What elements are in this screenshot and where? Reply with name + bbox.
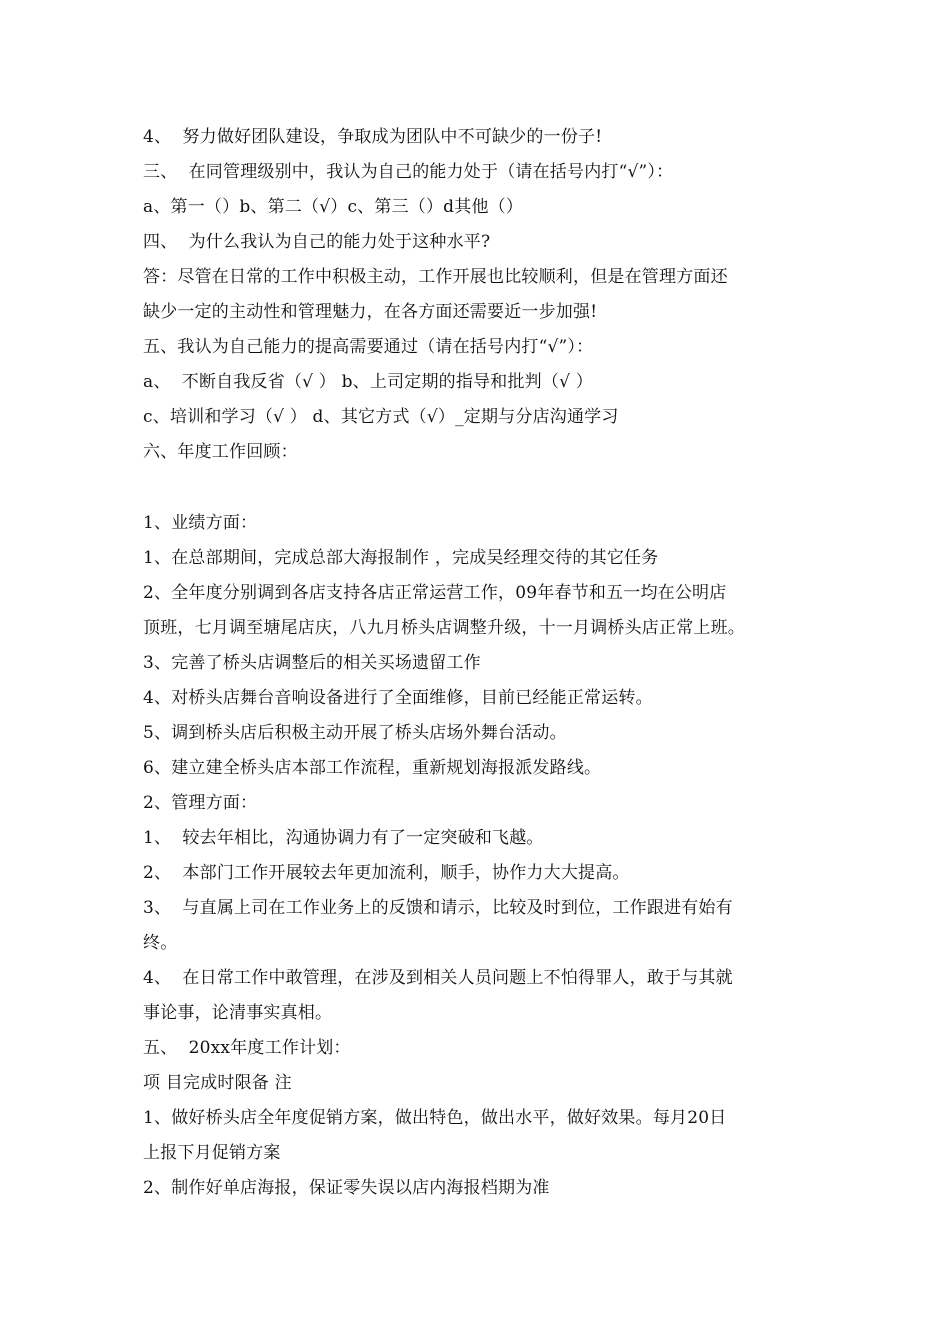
text-line: 终。 bbox=[143, 933, 178, 953]
text-line: a、 不断自我反省（√ ） b、上司定期的指导和批判（√ ） bbox=[143, 372, 593, 392]
subsection-heading: 2、管理方面： bbox=[143, 793, 258, 813]
text-line: 2、制作好单店海报，保证零失误以店内海报档期为准 bbox=[143, 1178, 550, 1198]
text-line: 5、调到桥头店后积极主动开展了桥头店场外舞台活动。 bbox=[143, 723, 567, 743]
text-line: a、第一（）b、第二（√）c、第三（）d其他（） bbox=[143, 197, 524, 217]
text-line: 2、 本部门工作开展较去年更加流利，顺手，协作力大大提高。 bbox=[143, 863, 630, 883]
text-line: 4、对桥头店舞台音响设备进行了全面维修，目前已经能正常运转。 bbox=[143, 688, 653, 708]
text-line: 3、 与直属上司在工作业务上的反馈和请示，比较及时到位，工作跟进有始有 bbox=[143, 898, 733, 918]
section-heading: 五、 20xx年度工作计划： bbox=[143, 1038, 351, 1058]
text-line: c、培训和学习（√ ） d、其它方式（√）_定期与分店沟通学习 bbox=[143, 407, 619, 427]
text-line: 五、我认为自己能力的提高需要通过（请在括号内打“√”）： bbox=[143, 337, 594, 357]
text-line: 顶班，七月调至塘尾店庆，八九月桥头店调整升级，十一月调桥头店正常上班。 bbox=[143, 618, 745, 638]
text-line: 4、 努力做好团队建设，争取成为团队中不可缺少的一份子! bbox=[143, 127, 603, 147]
text-line: 四、 为什么我认为自己的能力处于这种水平? bbox=[143, 232, 491, 252]
text-line: 6、建立建全桥头店本部工作流程，重新规划海报派发路线。 bbox=[143, 758, 602, 778]
text-line: 4、 在日常工作中敢管理，在涉及到相关人员问题上不怕得罪人，敢于与其就 bbox=[143, 968, 733, 988]
text-line: 2、全年度分别调到各店支持各店正常运营工作，09年春节和五一均在公明店 bbox=[143, 583, 727, 603]
text-line: 上报下月促销方案 bbox=[143, 1143, 281, 1163]
table-header-line: 项 目完成时限备 注 bbox=[143, 1073, 292, 1093]
text-line: 缺少一定的主动性和管理魅力，在各方面还需要近一步加强! bbox=[143, 302, 598, 322]
text-line: 1、在总部期间，完成总部大海报制作 ，完成吴经理交待的其它任务 bbox=[143, 548, 659, 568]
text-line: 3、完善了桥头店调整后的相关买场遗留工作 bbox=[143, 653, 481, 673]
subsection-heading: 1、业绩方面： bbox=[143, 513, 258, 533]
text-line: 1、 较去年相比，沟通协调力有了一定突破和飞越。 bbox=[143, 828, 544, 848]
text-line: 三、 在同管理级别中，我认为自己的能力处于（请在括号内打“√”）： bbox=[143, 162, 674, 182]
section-heading: 六、年度工作回顾： bbox=[143, 442, 298, 462]
text-line: 1、做好桥头店全年度促销方案，做出特色，做出水平，做好效果。每月20日 bbox=[143, 1108, 727, 1128]
document-body bbox=[143, 120, 823, 1206]
blank-line bbox=[143, 470, 823, 506]
text-line: 事论事，论清事实真相。 bbox=[143, 1003, 333, 1023]
text-line: 答：尽管在日常的工作中积极主动，工作开展也比较顺利，但是在管理方面还 bbox=[143, 267, 728, 287]
